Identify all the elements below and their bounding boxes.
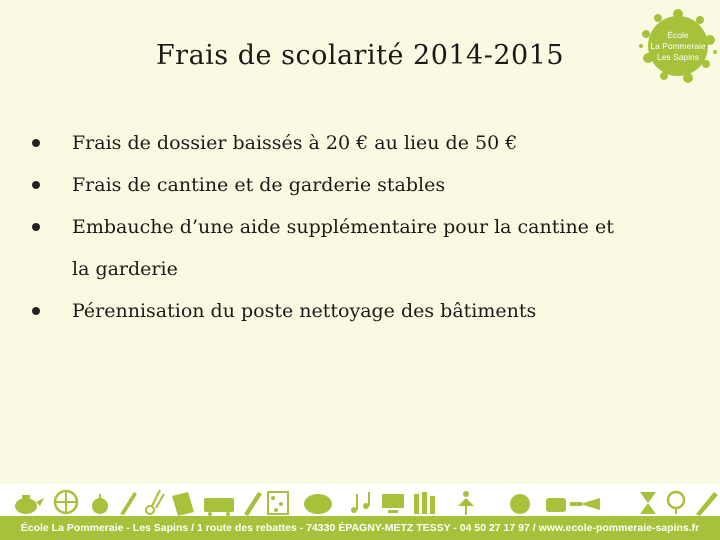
bullet-text: Pérennisation du poste nettoyage des bâtiments <box>72 300 537 322</box>
bullet-dot-icon <box>32 223 40 231</box>
slide-title: Frais de scolarité 2014-2015 <box>155 40 565 71</box>
bullet-text: Frais de cantine et de garderie stables <box>72 174 446 196</box>
hourglass-icon <box>640 492 656 514</box>
bullet-item <box>30 206 630 290</box>
teapot-icon <box>15 495 44 514</box>
footer-address: École La Pommeraie - Les Sapins / 1 route des rebattes - 74330 ÉPAGNY-METZ TESSY - 04 50 27 17 97 / www.ecole-pommeraie-sapins.fr <box>20 522 700 534</box>
bullet-list <box>30 122 630 332</box>
footer-icon-strip <box>0 486 720 516</box>
bullet-dot-icon <box>32 307 40 315</box>
scissors-icon <box>146 490 164 514</box>
globe-stand-icon <box>668 492 684 514</box>
bullet-text: Frais de dossier baissés à 20 € au lieu de 50 € <box>72 132 518 154</box>
logo-line-sapins: Les Sapins <box>656 51 700 62</box>
computer-icon <box>382 494 404 513</box>
ruler-icon <box>696 492 718 516</box>
book-icon <box>172 492 194 516</box>
palette-icon <box>304 494 332 514</box>
bus-icon <box>204 498 234 516</box>
logo-text <box>638 6 718 86</box>
bullet-text: Embauche d’une aide supplémentaire pour la cantine et la garderie <box>72 216 614 280</box>
apple-icon <box>92 494 108 514</box>
school-logo <box>638 6 718 86</box>
logo-line-ecole: École <box>667 29 689 40</box>
bullet-item <box>30 164 630 206</box>
pencil-icon <box>244 492 262 516</box>
globe-icon <box>55 491 77 513</box>
paintbrush-icon <box>120 492 137 515</box>
basketball-icon <box>510 494 530 514</box>
bullet-dot-icon <box>32 181 40 189</box>
logo-line-pommeraie: La Pommeraie <box>650 40 706 51</box>
bullet-dot-icon <box>32 139 40 147</box>
bullet-item <box>30 290 630 332</box>
footer-bar <box>0 516 720 540</box>
bullet-item <box>30 122 630 164</box>
abacus-icon <box>268 492 288 514</box>
paint-tubes-icon <box>414 492 435 514</box>
music-notes-icon <box>351 492 370 513</box>
trumpet-icon <box>570 498 600 510</box>
drum-icon <box>546 498 566 512</box>
ballerina-icon <box>458 491 474 515</box>
